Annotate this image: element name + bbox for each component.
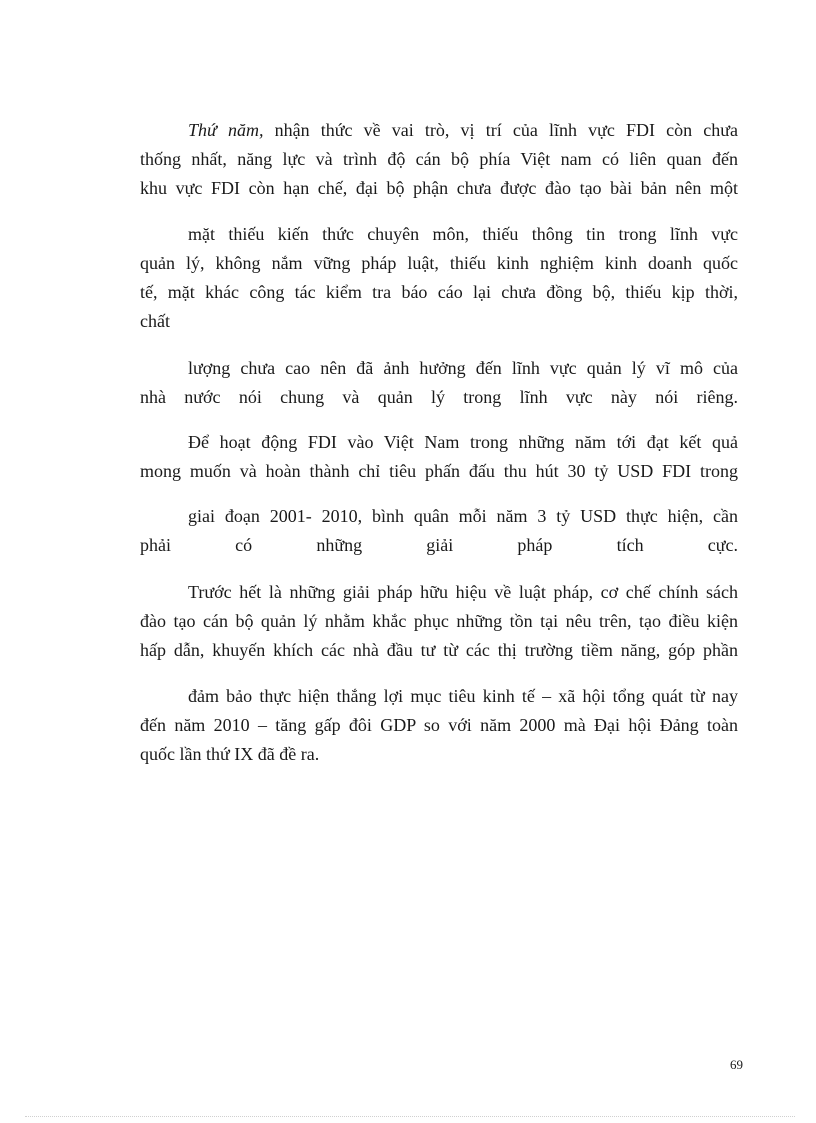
text-line: tế, mặt khác công tác kiểm tra báo cáo lại chưa đồng bộ, thiếu kịp thời, xyxy=(140,282,738,302)
paragraph-2 xyxy=(140,220,738,336)
paragraph-1 xyxy=(140,116,738,203)
text-line: phải có những giải pháp tích cực. xyxy=(140,535,738,555)
text-line: Trước hết là những giải pháp hữu hiệu về luật pháp, cơ chế chính sách xyxy=(188,582,738,602)
text-line: thống nhất, năng lực và trình độ cán bộ phía Việt nam có liên quan đến xyxy=(140,149,738,169)
text-line: hấp dẫn, khuyến khích các nhà đầu tư từ các thị trường tiềm năng, góp phần xyxy=(140,640,738,660)
paragraph-4 xyxy=(140,428,738,486)
paragraph-5 xyxy=(140,502,738,560)
text-line: đến năm 2010 – tăng gấp đôi GDP so với năm 2000 mà Đại hội Đảng toàn xyxy=(140,715,738,735)
text-line: mong muốn và hoàn thành chỉ tiêu phấn đấu thu hút 30 tỷ USD FDI trong xyxy=(140,461,738,481)
paragraph-6 xyxy=(140,578,738,665)
page-number: 69 xyxy=(730,1057,743,1072)
text-line: Để hoạt động FDI vào Việt Nam trong những năm tới đạt kết quả xyxy=(188,432,738,452)
italic-lead: Thứ năm, xyxy=(188,120,264,140)
paragraph-7 xyxy=(140,682,738,769)
text-line: đào tạo cán bộ quản lý nhằm khắc phục những tồn tại nêu trên, tạo điều kiện xyxy=(140,611,738,631)
text-line: Thứ năm, nhận thức về vai trò, vị trí của lĩnh vực FDI còn chưa xyxy=(188,120,739,140)
text-line: đảm bảo thực hiện thắng lợi mục tiêu kinh tế – xã hội tổng quát từ nay xyxy=(188,686,738,706)
text-line: quốc lần thứ IX đã đề ra. xyxy=(140,744,320,764)
text-line: khu vực FDI còn hạn chế, đại bộ phận chưa được đào tạo bài bản nên một xyxy=(140,178,738,198)
text-line: mặt thiếu kiến thức chuyên môn, thiếu thông tin trong lĩnh vực xyxy=(188,224,738,244)
bottom-border xyxy=(25,1116,795,1117)
text-line: giai đoạn 2001- 2010, bình quân mỗi năm 3 tỷ USD thực hiện, cần xyxy=(188,506,738,526)
text-line: quản lý, không nắm vững pháp luật, thiếu kinh nghiệm kinh doanh quốc xyxy=(140,253,738,273)
text-line: chất xyxy=(140,311,170,331)
text-line: lượng chưa cao nên đã ảnh hưởng đến lĩnh vực quản lý vĩ mô của xyxy=(188,358,738,378)
paragraph-3 xyxy=(140,354,738,412)
text-line: nhà nước nói chung và quản lý trong lĩnh vực này nói riêng. xyxy=(140,387,738,407)
